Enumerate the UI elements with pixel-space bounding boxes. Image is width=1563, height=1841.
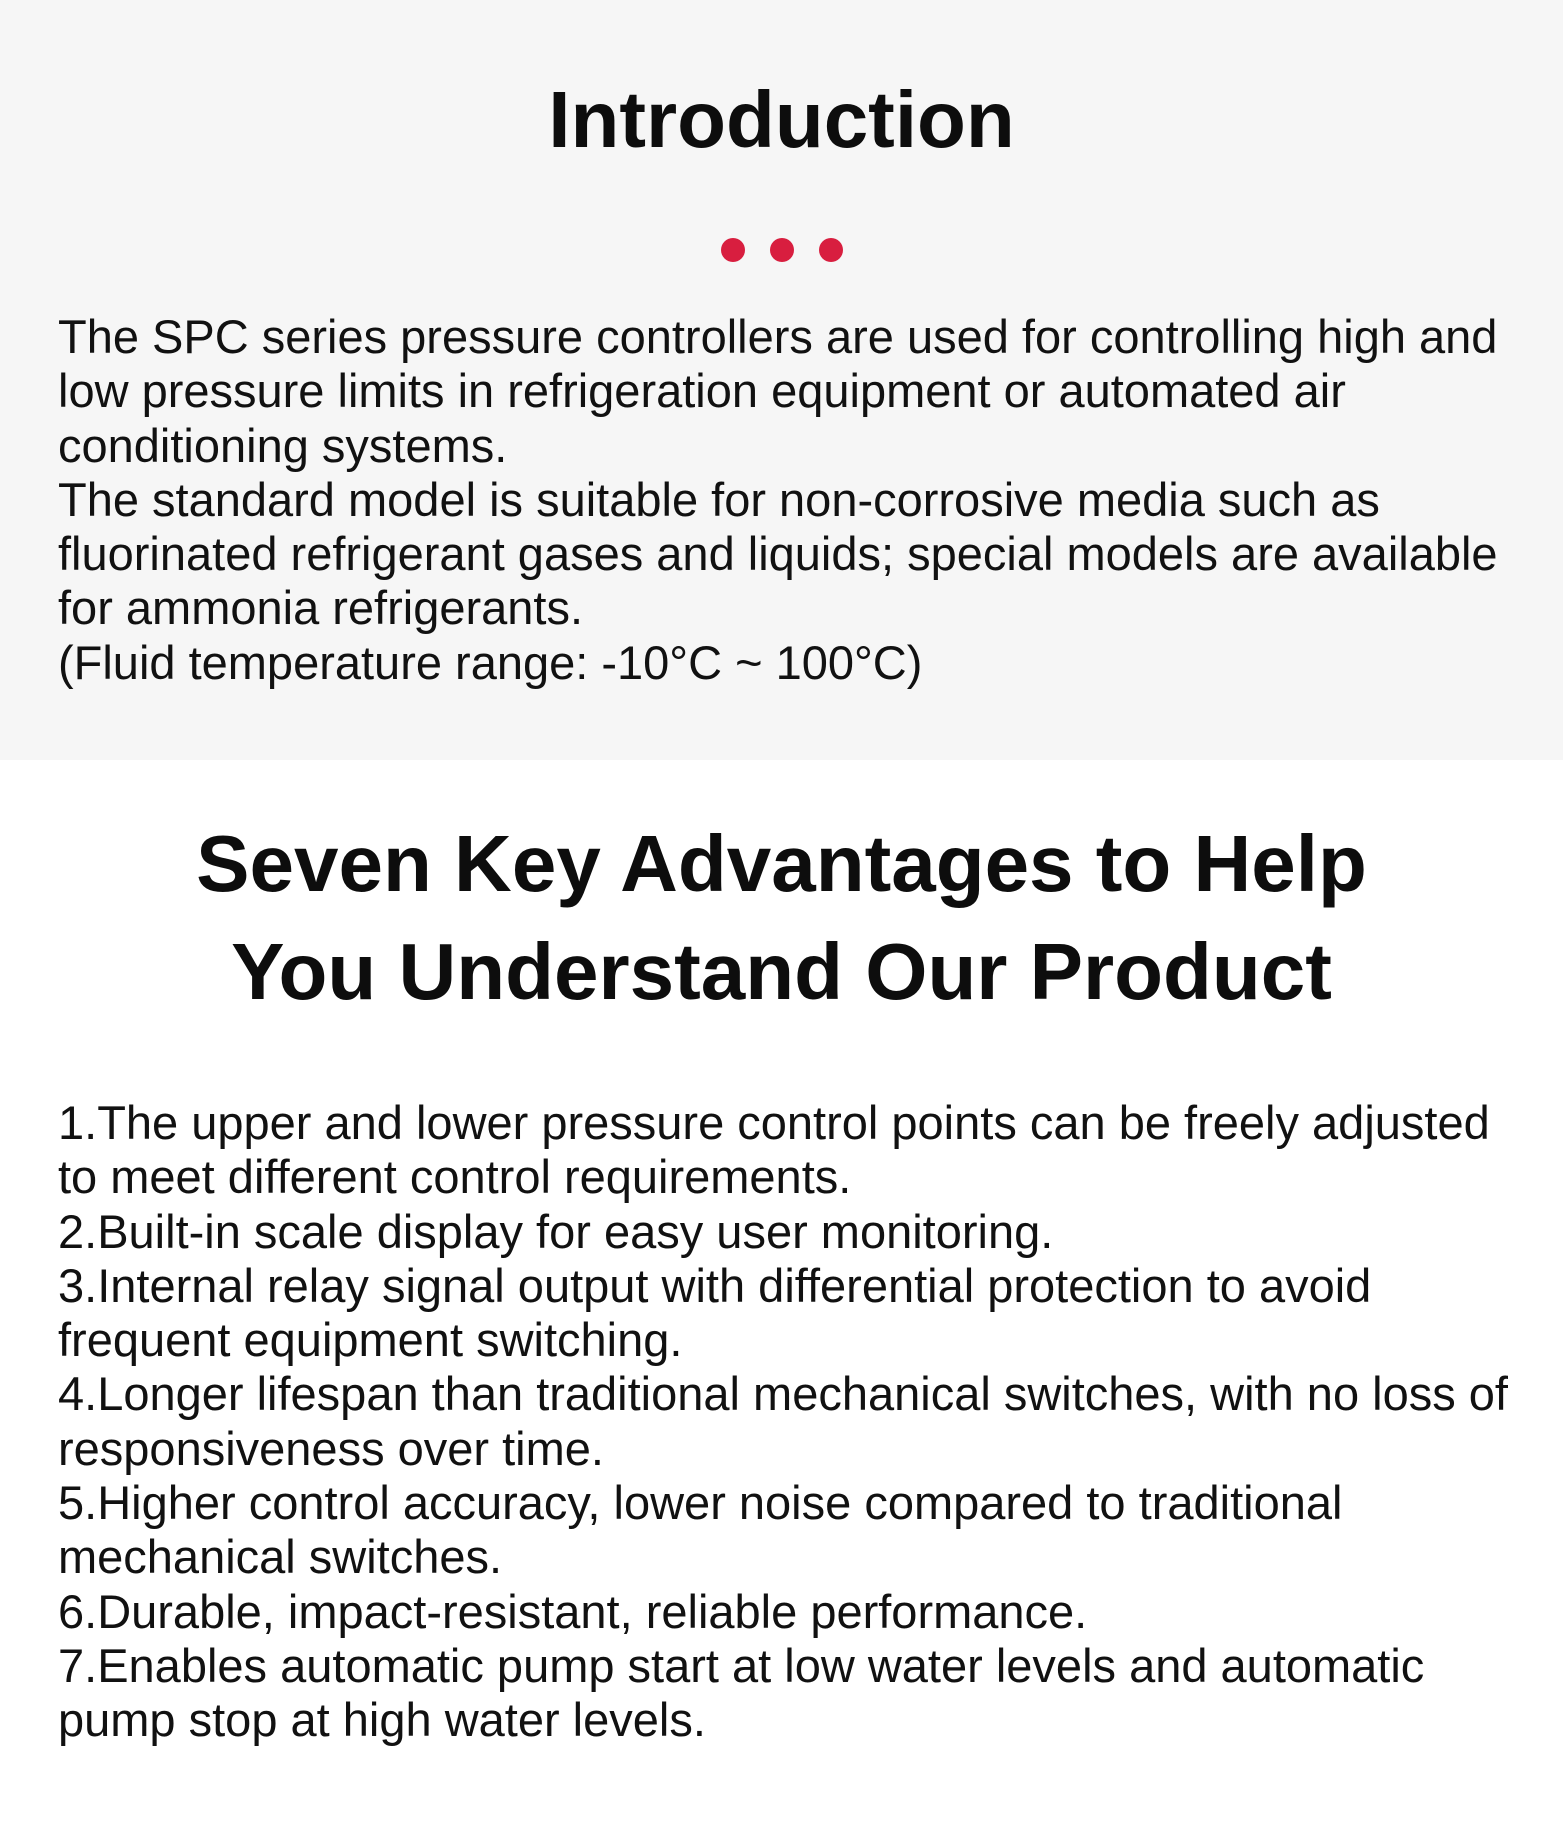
advantages-title-line: Seven Key Advantages to Help (196, 819, 1367, 908)
advantage-item: 5.Higher control accuracy, lower noise compared to traditional mechanical switches. (58, 1476, 1343, 1584)
intro-paragraph: The SPC series pressure controllers are used for controlling high and low pressure limits in refrigeration equipment or automated air conditioning systems. (58, 310, 1498, 472)
advantage-item: 1.The upper and lower pressure control points can be freely adjusted to meet different control requirements. (58, 1096, 1490, 1204)
advantage-item: 7.Enables automatic pump start at low water levels and automatic pump stop at high water levels. (58, 1638, 1425, 1747)
decorative-dots (0, 238, 1563, 262)
advantage-item: 3.Internal relay signal output with differential protection to avoid frequent equipment switching. (58, 1258, 1372, 1367)
advantage-item: 2.Built-in scale display for easy user monitoring. (58, 1204, 1054, 1258)
dot-icon (721, 238, 745, 262)
advantages-title (0, 810, 1563, 1026)
advantage-item: 4.Longer lifespan than traditional mechanical switches, with no loss of responsiveness over time. (58, 1367, 1508, 1475)
introduction-body (58, 310, 1518, 690)
dot-icon (770, 238, 794, 262)
advantage-item: 6.Durable, impact-resistant, reliable performance. (58, 1584, 1088, 1638)
advantages-list (58, 1096, 1508, 1748)
intro-paragraph: (Fluid temperature range: -10°C ~ 100°C) (58, 635, 923, 689)
dot-icon (819, 238, 843, 262)
introduction-section (0, 0, 1563, 760)
intro-paragraph: The standard model is suitable for non-corrosive media such as fluorinated refrigerant gases and liquids; special models are available for ammonia refrigerants. (58, 472, 1498, 635)
introduction-title: Introduction (548, 75, 1015, 164)
advantages-title-line: You Understand Our Product (231, 927, 1332, 1016)
